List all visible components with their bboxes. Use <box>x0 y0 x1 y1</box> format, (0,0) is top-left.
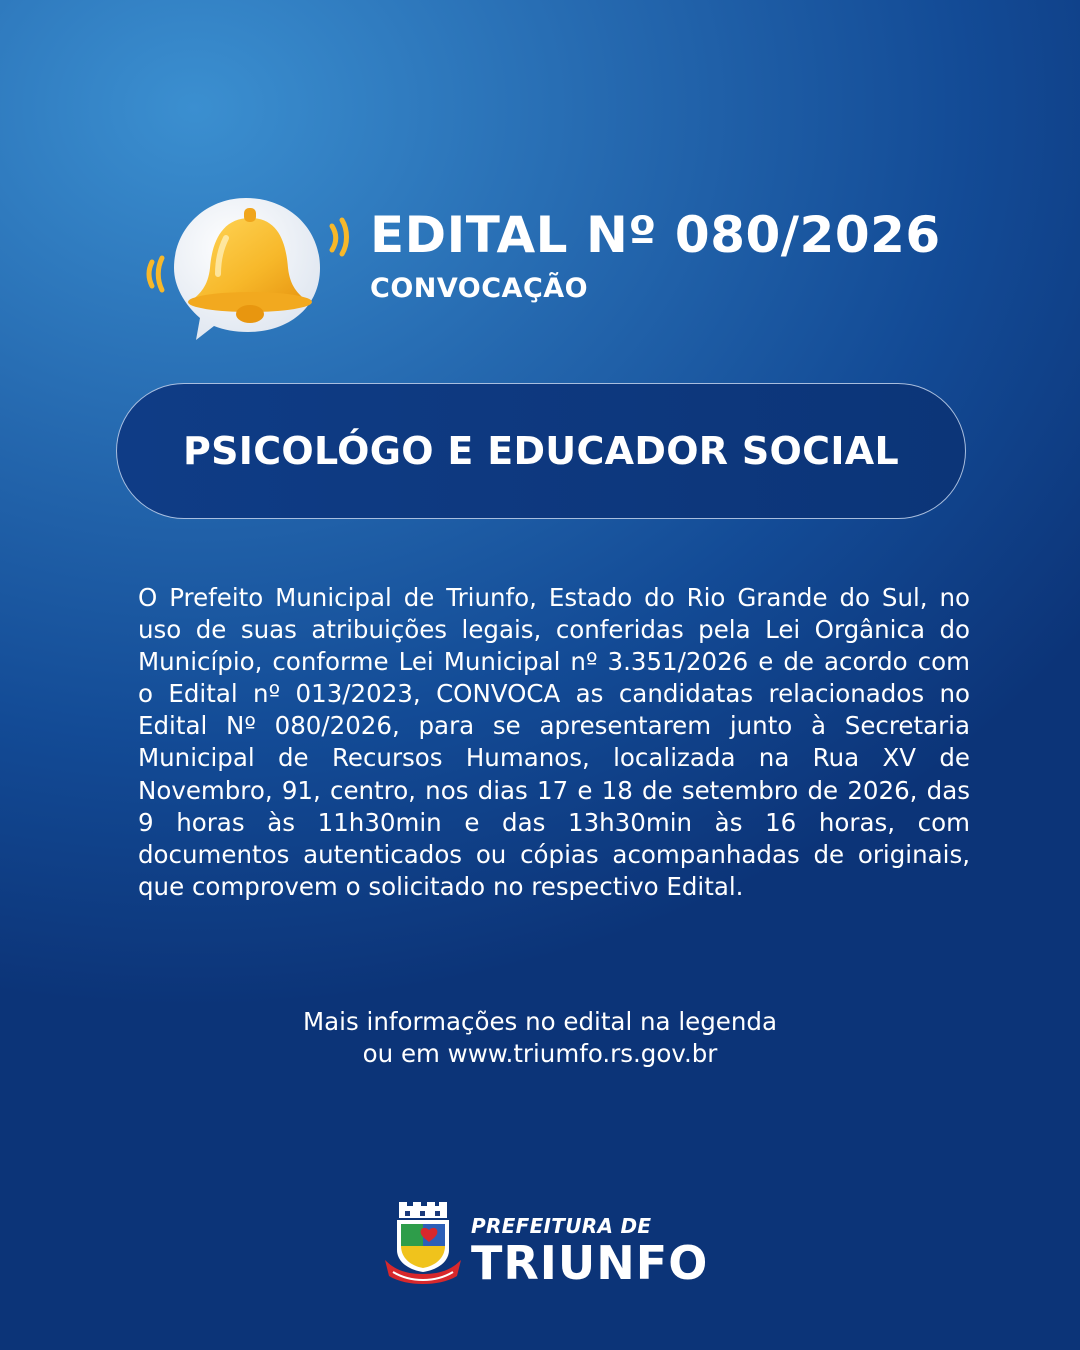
announcement-paragraph: O Prefeito Municipal de Triunfo, Estado do Rio Grande do Sul, no uso de suas atribuições legais, conferidas pela Lei Orgânica do Município, conforme Lei Municipal nº 3.351/2026 e de acordo com o Edital nº 013/2023, CONVOCA as candidatas relacionados no Edital Nº 080/2026, para se apresentarem junto à Secretaria Municipal de Recursos Humanos, localizada na Rua XV de Novembro, 91, centro, nos dias 17 e 18 de setembro de 2026, das 9 horas às 11h30min e das 13h30min às 16 horas, com documentos autenticados ou cópias acompanhadas de originais, que comprovem o solicitado no respectivo Edital. <box>138 583 970 901</box>
position-banner <box>116 383 966 519</box>
page-subtitle: CONVOCAÇÃO <box>370 273 589 304</box>
more-info-line-1: Mais informações no edital na legenda <box>303 1007 777 1036</box>
header <box>370 208 941 304</box>
bell-icon <box>140 190 355 350</box>
page-title: EDITAL Nº 080/2026 <box>370 206 941 264</box>
logo-text-big: TRIUNFO <box>471 1236 709 1290</box>
more-info-line-2: ou em www.triumfo.rs.gov.br <box>362 1039 718 1068</box>
position-banner-label: PSICOLÓGO E EDUCADOR SOCIAL <box>182 429 900 473</box>
more-info <box>0 1006 1080 1070</box>
prefeitura-logo <box>383 1200 709 1290</box>
coat-of-arms-icon <box>383 1202 463 1284</box>
bell-notification <box>140 190 355 350</box>
logo-text-small: PREFEITURA DE <box>471 1214 652 1238</box>
